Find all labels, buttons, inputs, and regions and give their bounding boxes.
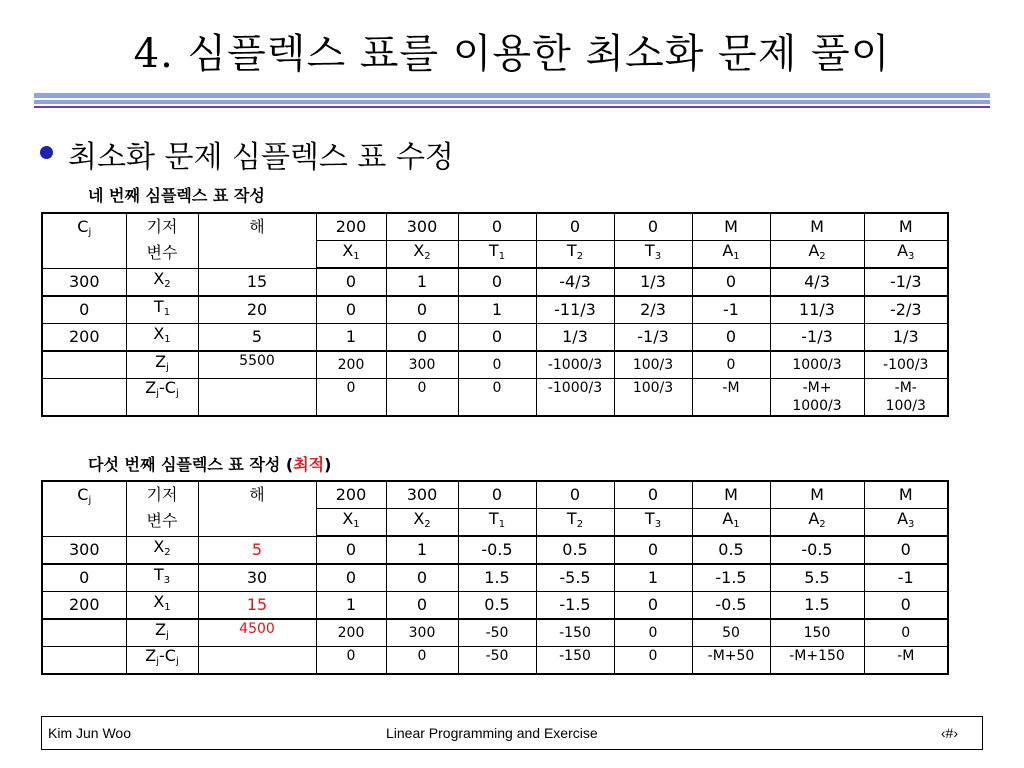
variable-label-sub: 3 [908,251,915,262]
coefficient-cell: 1 [458,296,536,324]
solution-cell: 5 [198,536,316,564]
coefficient-cell: 2/3 [614,296,692,324]
basis-variable: $X_1$ [153,324,171,345]
variable-label-sub: 1 [353,251,360,262]
zj-label: $Z_j$ [155,620,169,641]
cj-cell: 0 [42,296,126,324]
variable-cell [316,241,386,269]
variable-label-sub: 1 [498,251,506,262]
cj-cell: 300 [42,268,126,296]
zj-cj-label: $Z_j-C_j$ [145,646,179,667]
cj-label: $C_j$ [77,217,92,238]
solution-header: 해 [198,213,316,268]
footer-course: Linear Programming and Exercise [386,725,598,741]
title-underline [34,100,990,104]
coefficient-cell: 4/3 [770,268,864,296]
bullet-icon [40,146,53,159]
variable-label-sub: 2 [424,251,431,262]
zj-cell: 0 [458,351,536,379]
cost-cell: M [692,481,770,509]
variable-label: $X_1$ [342,509,360,530]
zj-cj-cell: 100/3 [614,379,692,417]
variable-label: $A_3$ [897,241,915,262]
coefficient-cell: -0.5 [692,592,770,620]
variable-label-sub: 1 [353,519,360,530]
coefficient-cell: 11/3 [770,296,864,324]
coefficient-cell: -4/3 [536,268,614,296]
cj-cell: 200 [42,592,126,620]
cj-label-sub: j [88,227,92,238]
zj-cj-cell: 0 [386,379,458,417]
footer-author: Kim Jun Woo [48,725,131,741]
basis-variable: $T_3$ [153,565,171,586]
coefficient-cell: 0 [386,592,458,620]
variable-label-sub: 2 [819,251,826,262]
coefficient-cell: 0 [864,592,948,620]
zj-cj-cell: -1000/3 [536,379,614,417]
zj-solution-cell: 4500 [198,619,316,647]
coefficient-cell: 1/3 [864,324,948,352]
caption2-prefix: 다섯 번째 심플렉스 표 작성 ( [88,455,294,474]
zj-row [42,619,948,647]
coefficient-cell: 0.5 [536,536,614,564]
basis-cell [126,592,198,620]
zj-cell: 300 [386,619,458,647]
coefficient-cell: 0 [316,296,386,324]
cj-header [42,213,126,268]
cj-cell: 200 [42,324,126,352]
variable-label-sub: 3 [654,519,662,530]
coefficient-cell: 0 [614,536,692,564]
coefficient-cell: 1 [316,592,386,620]
coefficient-cell: -2/3 [864,296,948,324]
cost-cell: M [770,213,864,241]
zj-cell: -50 [458,619,536,647]
coefficient-cell: -1/3 [770,324,864,352]
variable-cell [692,241,770,269]
variable-cell [692,509,770,537]
cost-cell: M [864,213,948,241]
cost-cell: 0 [536,481,614,509]
table-row [42,564,948,592]
coefficient-cell: 0 [386,296,458,324]
basis-variable-sub: 2 [164,278,171,290]
variable-label-sub: 3 [908,519,915,530]
coefficient-cell: 0 [458,324,536,352]
basis-cell [126,564,198,592]
coefficient-cell: 0 [316,268,386,296]
zj-cell: 50 [692,619,770,647]
zj-cell: 200 [316,619,386,647]
cost-cell: 300 [386,481,458,509]
coefficient-cell: 1.5 [458,564,536,592]
table-row [42,296,948,324]
coefficient-cell: 0 [864,536,948,564]
basis-variable-sub: 2 [164,546,171,558]
variable-label: $X_2$ [413,241,431,262]
cost-cell: 0 [458,481,536,509]
variable-cell [386,509,458,537]
zj-cj-cell: -M- 100/3 [864,379,948,417]
variable-cell [614,241,692,269]
cost-cell: 0 [536,213,614,241]
coefficient-cell: -0.5 [458,536,536,564]
zj-cj-cell: -M+150 [770,647,864,675]
simplex-table-5 [41,480,949,675]
table5-caption [88,452,331,475]
variable-cell [614,509,692,537]
zj-cell: 1000/3 [770,351,864,379]
basis-variable-sub: 3 [163,575,171,586]
cost-cell: 200 [316,481,386,509]
variable-label: $T_2$ [566,241,584,262]
footer-page-number: ‹#› [940,725,958,741]
cost-cell: 200 [316,213,386,241]
solution-cell: 30 [198,564,316,592]
zj-cell: 150 [770,619,864,647]
basis-cell [126,268,198,296]
solution-cell: 15 [198,268,316,296]
solution-cell: 5 [198,324,316,352]
coefficient-cell: 0 [316,564,386,592]
coefficient-cell: 0 [614,592,692,620]
coefficient-cell: -1.5 [692,564,770,592]
cost-cell: 0 [614,481,692,509]
zj-cj-label-sub: j [175,656,179,667]
table-row [42,592,948,620]
table-row [42,536,948,564]
zj-label-cell [126,619,198,647]
title-underline [34,93,990,98]
coefficient-cell: 0 [692,324,770,352]
coefficient-cell: -11/3 [536,296,614,324]
coefficient-cell: -1 [864,564,948,592]
zj-label-cell [126,351,198,379]
caption2-highlight: 최적 [293,455,325,474]
page-title: 4. 심플렉스 표를 이용한 최소화 문제 풀이 [133,31,891,77]
cost-row [42,213,948,241]
variable-label: $X_2$ [413,509,431,530]
zj-solution-cell: 5500 [198,351,316,379]
empty-cell [42,647,126,675]
cost-row [42,481,948,509]
empty-cell [42,351,126,379]
coefficient-cell: -5.5 [536,564,614,592]
variable-cell [770,509,864,537]
coefficient-cell: 1.5 [770,592,864,620]
coefficient-cell: -1.5 [536,592,614,620]
variable-label: $T_3$ [644,509,662,530]
basis-cell [126,536,198,564]
zj-label: $Z_j$ [155,352,169,373]
zj-cell: -150 [536,619,614,647]
cost-cell: M [692,213,770,241]
zj-cj-label-sub: j [156,388,159,399]
cj-label-sub: j [88,495,92,506]
basis-variable: $T_1$ [153,297,171,318]
variable-label-sub: 2 [576,519,584,530]
coefficient-cell: 5.5 [770,564,864,592]
cj-header [42,481,126,536]
coefficient-cell: -1/3 [614,324,692,352]
zj-cj-cell: 0 [614,647,692,675]
zj-cell: -100/3 [864,351,948,379]
variable-label: $A_1$ [722,509,740,530]
zj-cj-label-cell [126,379,198,417]
variable-label: $T_3$ [644,241,662,262]
coefficient-cell: 0.5 [458,592,536,620]
caption2-suffix: ) [324,455,332,474]
variable-label: $X_1$ [342,241,360,262]
coefficient-cell: 0 [692,268,770,296]
basis-header [126,481,198,536]
zj-cell: -1000/3 [536,351,614,379]
zj-cj-row [42,647,948,675]
basis-label-1: 기저 [146,485,178,504]
variable-label-sub: 1 [498,519,506,530]
variable-cell [536,241,614,269]
zj-cell: 0 [864,619,948,647]
coefficient-cell: 0 [458,268,536,296]
basis-cell [126,324,198,352]
cost-cell: 300 [386,213,458,241]
zj-cj-cell: 0 [386,647,458,675]
zj-cell: 0 [692,351,770,379]
variable-label: $T_1$ [488,509,506,530]
zj-label-sub: j [166,362,169,373]
coefficient-cell: 0.5 [692,536,770,564]
zj-cell: 100/3 [614,351,692,379]
basis-label-2: 변수 [146,511,178,530]
variable-label-sub: 2 [424,519,431,530]
variable-cell [536,509,614,537]
basis-label-1: 기저 [146,217,178,236]
variable-label: $T_2$ [566,509,584,530]
cj-label: $C_j$ [77,485,92,506]
cj-cell: 300 [42,536,126,564]
zj-cj-cell: 0 [316,647,386,675]
variable-label-sub: 1 [733,251,740,262]
cj-cell: 0 [42,564,126,592]
empty-cell [198,647,316,675]
zj-label-sub: j [166,630,169,641]
zj-cj-cell: 0 [316,379,386,417]
variable-label-sub: 2 [819,519,826,530]
variable-cell [458,241,536,269]
footer [41,716,983,750]
variable-label: $A_1$ [722,241,740,262]
variable-cell [864,241,948,269]
variable-label: $T_1$ [488,241,506,262]
coefficient-cell: -1 [692,296,770,324]
basis-variable: $X_2$ [153,536,171,558]
cost-cell: M [770,481,864,509]
coefficient-cell: 1 [316,324,386,352]
cost-cell: 0 [614,213,692,241]
variable-cell [386,241,458,269]
zj-cj-label: $Z_j-C_j$ [145,378,179,399]
table4-caption: 네 번째 심플렉스 표 작성 [88,186,265,205]
variable-cell [458,509,536,537]
title-underline [34,106,990,108]
variable-cell [770,241,864,269]
variable-label: $A_2$ [808,241,826,262]
variable-label: $A_3$ [897,509,915,530]
basis-variable: $X_2$ [153,268,171,290]
table-row [42,268,948,296]
variable-cell [864,509,948,537]
coefficient-cell: 1 [386,536,458,564]
basis-label-2: 변수 [146,243,178,262]
coefficient-cell: 1/3 [614,268,692,296]
zj-cell: 300 [386,351,458,379]
simplex-table-4 [41,212,949,417]
zj-cj-cell: -M [864,647,948,675]
coefficient-cell: 1/3 [536,324,614,352]
zj-cj-cell: -M+ 1000/3 [770,379,864,417]
basis-variable: $X_1$ [153,592,171,613]
empty-cell [198,379,316,417]
zj-cj-cell: 0 [458,379,536,417]
zj-cj-cell: -50 [458,647,536,675]
solution-header: 해 [198,481,316,536]
variable-label-sub: 2 [576,251,584,262]
coefficient-cell: 0 [386,324,458,352]
zj-cell: 0 [614,619,692,647]
basis-variable-sub: 1 [163,307,171,318]
table-row [42,324,948,352]
zj-cell: 200 [316,351,386,379]
variable-label-sub: 1 [733,519,740,530]
bullet-text: 최소화 문제 심플렉스 표 수정 [68,140,454,175]
zj-cj-label-sub: j [156,656,159,667]
basis-header [126,213,198,268]
zj-cj-label-sub: j [175,388,179,399]
zj-cj-label-cell [126,647,198,675]
cost-cell: M [864,481,948,509]
zj-row [42,351,948,379]
coefficient-cell: -1/3 [864,268,948,296]
empty-cell [42,379,126,417]
variable-label-sub: 3 [654,251,662,262]
variable-cell [316,509,386,537]
cost-cell: 0 [458,213,536,241]
zj-cj-cell: -M+50 [692,647,770,675]
basis-cell [126,296,198,324]
basis-variable-sub: 1 [164,334,171,345]
solution-cell: 20 [198,296,316,324]
solution-cell: 15 [198,592,316,620]
coefficient-cell: 1 [386,268,458,296]
zj-cj-row [42,379,948,417]
variable-label: $A_2$ [808,509,826,530]
coefficient-cell: 0 [316,536,386,564]
coefficient-cell: 1 [614,564,692,592]
empty-cell [42,619,126,647]
coefficient-cell: -0.5 [770,536,864,564]
zj-cj-cell: -M [692,379,770,417]
coefficient-cell: 0 [386,564,458,592]
zj-cj-cell: -150 [536,647,614,675]
basis-variable-sub: 1 [164,602,171,613]
